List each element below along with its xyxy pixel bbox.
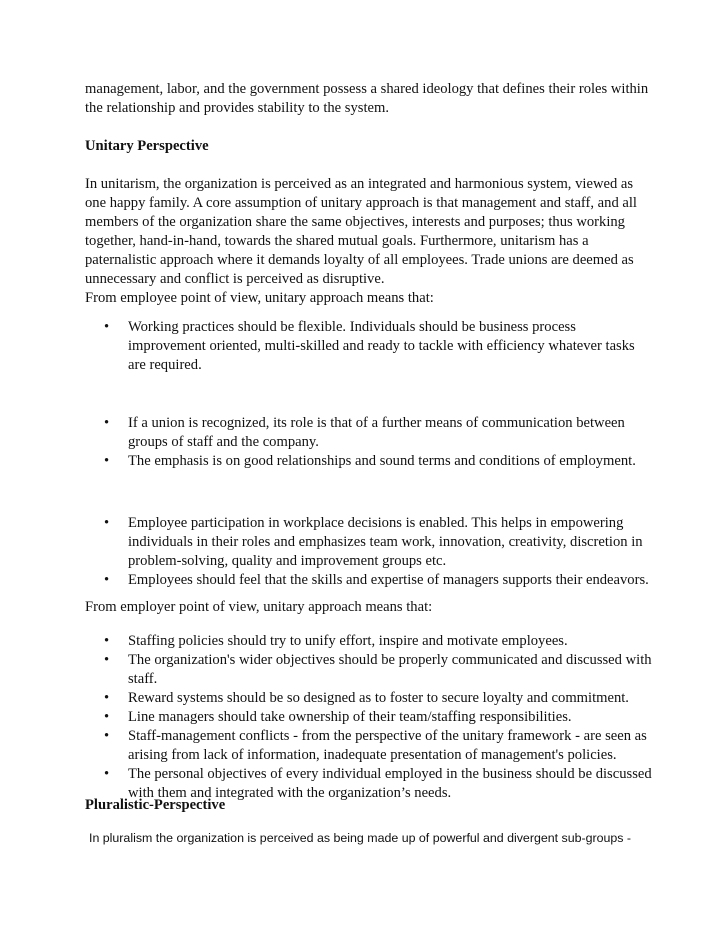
list-item-text: Employees should feel that the skills and expertise of managers supports their endeavors. [128, 572, 649, 588]
list-item-text: The personal objectives of every individual employed in the business should be discussed with them and integrated with the organization’s needs. [128, 766, 652, 801]
list-item [85, 414, 655, 452]
bullet-icon: • [104, 690, 110, 706]
list-item-text: Line managers should take ownership of their team/staffing responsibilities. [128, 709, 572, 725]
employee-list-2 [85, 414, 655, 471]
pluralistic-heading: Pluralistic-Perspective [85, 797, 226, 813]
list-item [85, 514, 655, 571]
list-item [85, 727, 655, 765]
bullet-icon: • [104, 766, 110, 782]
employer-intro: From employer point of view, unitary approach means that: [85, 599, 433, 615]
list-item-text: If a union is recognized, its role is that of a further means of communication between groups of staff and the company. [128, 415, 625, 450]
list-item [85, 318, 655, 375]
employee-intro: From employee point of view, unitary approach means that: [85, 290, 434, 306]
employee-list-3 [85, 514, 655, 590]
unitary-heading: Unitary Perspective [85, 138, 209, 154]
list-item [85, 571, 655, 590]
bullet-icon: • [104, 652, 110, 668]
list-item-text: Employee participation in workplace decisions is enabled. This helps in empowering individuals in their roles and emphasizes team work, innovation, creativity, discretion in problem-solving, quality and improvement groups etc. [128, 515, 643, 569]
list-item-text: The emphasis is on good relationships and sound terms and conditions of employment. [128, 453, 636, 469]
list-item-text: Staffing policies should try to unify effort, inspire and motivate employees. [128, 633, 568, 649]
pluralistic-paragraph: In pluralism the organization is perceived as being made up of powerful and divergent sub-groups - [89, 831, 632, 845]
bullet-icon: • [104, 415, 110, 431]
bullet-icon: • [104, 709, 110, 725]
bullet-icon: • [104, 572, 110, 588]
list-item [85, 689, 655, 708]
list-item-text: The organization's wider objectives should be properly communicated and discussed with staff. [128, 652, 652, 687]
list-item-text: Working practices should be flexible. Individuals should be business process improvement oriented, multi-skilled and ready to tackle with efficiency whatever tasks are required. [128, 319, 635, 373]
list-item [85, 632, 655, 651]
unitary-paragraph: In unitarism, the organization is perceived as an integrated and harmonious system, viewed as one happy family. A core assumption of unitary approach is that management and staff, and all members of the organization share the same objectives, interests and purposes; thus working together, hand-in-hand, towards the shared mutual goals. Furthermore, unitarism has a paternalistic approach where it demands loyalty of all employees. Trade unions are deemed as unnecessary and conflict is perceived as disruptive. [85, 176, 637, 287]
bullet-icon: • [104, 515, 110, 531]
intro-paragraph: management, labor, and the government possess a shared ideology that defines their roles within the relationship and provides stability to the system. [85, 81, 649, 116]
employee-list-1 [85, 318, 655, 375]
list-item [85, 452, 655, 471]
bullet-icon: • [104, 319, 110, 335]
bullet-icon: • [104, 728, 110, 744]
list-item [85, 708, 655, 727]
list-item-text: Reward systems should be so designed as to foster to secure loyalty and commitment. [128, 690, 629, 706]
list-item [85, 651, 655, 689]
bullet-icon: • [104, 453, 110, 469]
employer-list [85, 632, 655, 803]
list-item-text: Staff-management conflicts - from the perspective of the unitary framework - are seen as arising from lack of information, inadequate presentation of management's policies. [128, 728, 647, 763]
bullet-icon: • [104, 633, 110, 649]
